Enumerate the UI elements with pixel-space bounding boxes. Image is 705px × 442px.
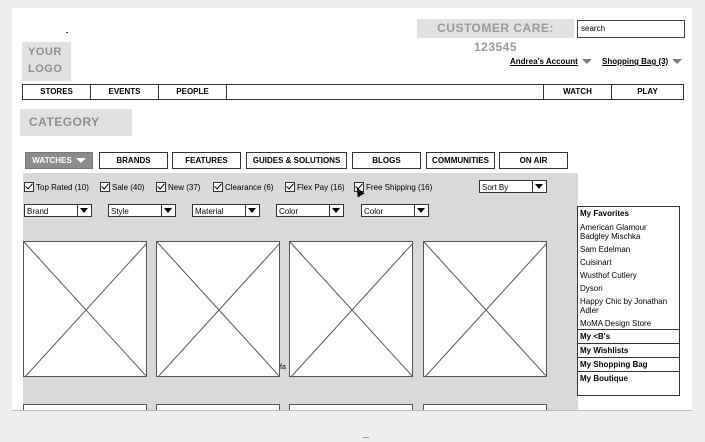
favorite-item[interactable]: Happy Chic by Jonathan Adler xyxy=(578,294,679,316)
select-label: Color xyxy=(364,207,384,216)
account-menu[interactable] xyxy=(510,57,592,66)
favorites-title: My Favorites xyxy=(580,209,629,218)
product-image-placeholder[interactable] xyxy=(289,241,413,377)
favorite-item[interactable]: American Glamour Badgley Mischka xyxy=(578,220,679,242)
overlap-text: fa xyxy=(280,364,286,371)
tab-label: WATCHES xyxy=(32,156,72,165)
checkbox-checked-icon xyxy=(24,182,34,192)
customer-care-banner: CUSTOMER CARE: 123545 xyxy=(417,19,574,38)
dropdown-arrow-icon xyxy=(329,205,343,216)
page xyxy=(12,8,692,411)
chevron-down-icon xyxy=(672,59,682,64)
stray-mark xyxy=(66,32,68,33)
nav-item-stores[interactable]: STORES xyxy=(23,85,91,99)
dropdown-arrow-icon xyxy=(532,181,546,192)
select-label: Brand xyxy=(27,207,49,216)
checkbox-checked-icon xyxy=(213,182,223,192)
tab-blogs[interactable]: BLOGS xyxy=(352,152,421,169)
chevron-down-icon xyxy=(582,59,592,64)
dropdown-arrow-icon xyxy=(77,205,91,216)
sort-by-label: Sort By xyxy=(482,183,509,192)
select-label: Color xyxy=(279,207,299,216)
sort-by-select[interactable] xyxy=(479,180,547,193)
logo-line-2: LOGO xyxy=(28,63,63,75)
product-image-placeholder-row2[interactable] xyxy=(156,404,280,411)
filter-free-shipping[interactable] xyxy=(354,182,432,193)
select-label: Material xyxy=(195,207,224,216)
link-my-shopping-bag[interactable]: My Shopping Bag xyxy=(578,357,679,371)
favorite-item[interactable]: Sam Edelman xyxy=(578,242,679,255)
search-input[interactable]: search xyxy=(577,20,685,38)
tab-communities[interactable]: COMMUNITIES xyxy=(426,152,495,169)
favorite-item[interactable]: Cuisinart xyxy=(578,255,679,268)
checkbox-checked-icon xyxy=(156,182,166,192)
link-my-bs[interactable]: My <B's xyxy=(578,329,679,343)
favorite-item[interactable]: Wusthof Cutlery xyxy=(578,268,679,281)
dropdown-arrow-icon xyxy=(245,205,259,216)
nav-item-people[interactable]: PEOPLE xyxy=(159,85,227,99)
logo[interactable] xyxy=(22,42,71,81)
dropdown-arrow-icon xyxy=(161,205,175,216)
tab-guides-solutions[interactable]: GUIDES & SOLUTIONS xyxy=(246,152,347,169)
chevron-down-icon xyxy=(76,158,86,163)
link-my-boutique[interactable]: My Boutique xyxy=(578,371,679,385)
filter-flex-pay[interactable] xyxy=(285,182,345,193)
material-select[interactable] xyxy=(192,204,260,217)
shopping-bag-label: Shopping Bag (3) xyxy=(602,57,669,66)
product-image-placeholder-row2[interactable] xyxy=(423,404,547,411)
dropdown-arrow-icon xyxy=(414,205,428,216)
favorite-item[interactable]: MoMA Design Store xyxy=(578,316,679,329)
nav-item-watch[interactable]: WATCH xyxy=(544,85,612,99)
checkbox-checked-icon xyxy=(100,182,110,192)
filter-label: Free Shipping (16) xyxy=(366,183,433,192)
favorite-item[interactable]: Dyson xyxy=(578,281,679,294)
tab-brands[interactable]: BRANDS xyxy=(99,152,168,169)
product-image-placeholder[interactable] xyxy=(423,241,547,377)
product-image-placeholder-row2[interactable] xyxy=(23,404,147,411)
filter-new[interactable] xyxy=(156,182,200,193)
filter-clearance[interactable] xyxy=(213,182,273,193)
tab-on-air[interactable]: ON AIR xyxy=(499,152,568,169)
favorites-panel xyxy=(577,206,680,396)
account-label: Andrea's Account xyxy=(510,57,578,66)
style-select[interactable] xyxy=(108,204,176,217)
nav-item-play[interactable]: PLAY xyxy=(637,87,658,96)
select-label: Style xyxy=(111,207,129,216)
stray-mark xyxy=(363,437,369,438)
product-image-placeholder-row2[interactable] xyxy=(289,404,413,411)
tab-features[interactable]: FEATURES xyxy=(172,152,241,169)
color-select-2[interactable] xyxy=(361,204,429,217)
filter-label: Clearance (6) xyxy=(225,183,274,192)
nav-item-events[interactable]: EVENTS xyxy=(91,85,159,99)
filter-sale[interactable] xyxy=(100,182,144,193)
color-select[interactable] xyxy=(276,204,344,217)
category-heading: CATEGORY xyxy=(20,109,132,136)
filter-label: Flex Pay (16) xyxy=(297,183,345,192)
filter-top-rated[interactable] xyxy=(24,182,89,193)
shopping-bag-menu[interactable] xyxy=(602,57,682,66)
brand-select[interactable] xyxy=(24,204,92,217)
product-image-placeholder[interactable] xyxy=(156,241,280,377)
checkbox-checked-icon xyxy=(285,182,295,192)
product-image-placeholder[interactable] xyxy=(23,241,147,377)
nav-spacer xyxy=(227,85,544,99)
filter-label: Sale (40) xyxy=(112,183,145,192)
filter-label: New (37) xyxy=(168,183,201,192)
tab-watches[interactable] xyxy=(25,152,93,169)
filter-label: Top Rated (10) xyxy=(36,183,89,192)
logo-line-1: YOUR xyxy=(28,46,62,58)
link-my-wishlists[interactable]: My Wishlists xyxy=(578,343,679,357)
main-nav xyxy=(22,84,684,100)
